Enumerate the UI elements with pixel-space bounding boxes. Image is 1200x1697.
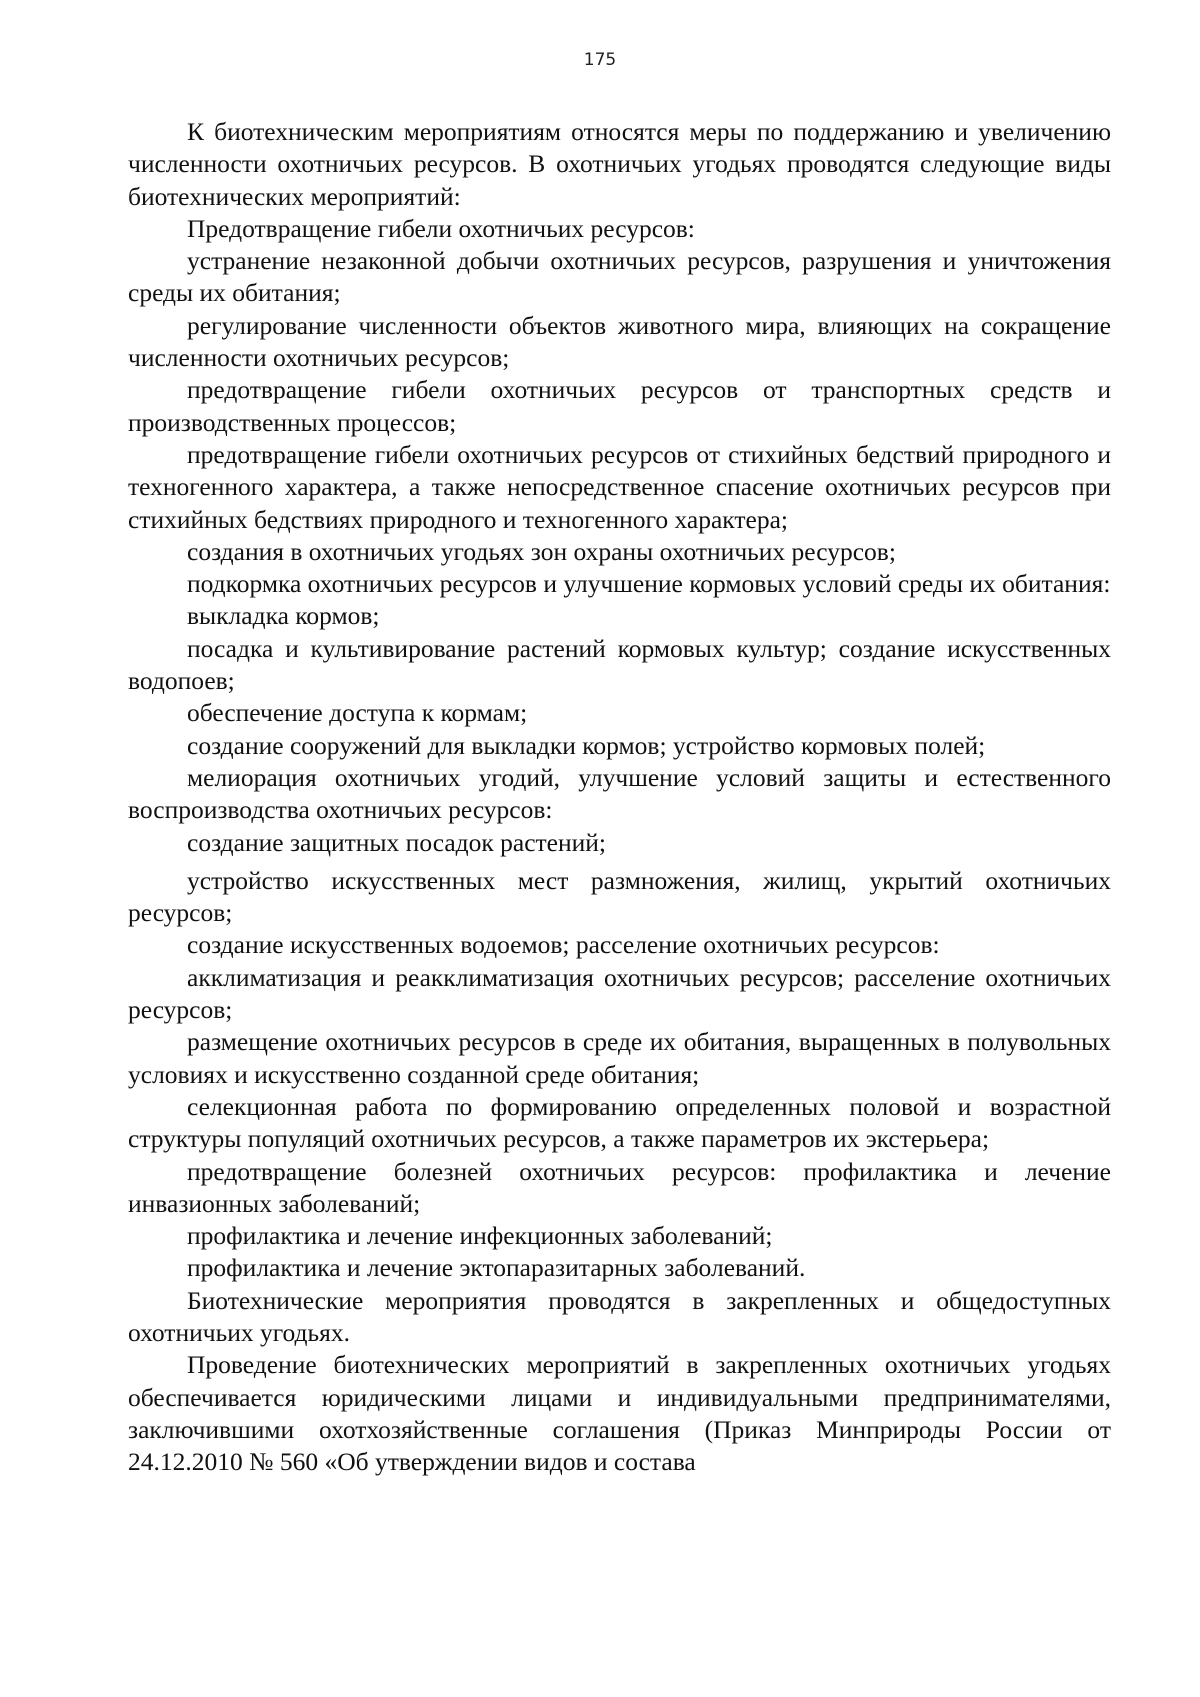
paragraph-item: профилактика и лечение эктопаразитарных заболеваний. bbox=[187, 1253, 806, 1283]
paragraph-heading-prevention: Предотвращение гибели охотничьих ресурсов: bbox=[187, 213, 695, 243]
paragraph-item: акклиматизация и реакклиматизация охотничьих ресурсов; расселение охотничьих ресурсов; bbox=[128, 962, 1111, 1025]
document-body bbox=[128, 116, 1111, 1478]
paragraph-item: создания в охотничьих угодьях зон охраны охотничьих ресурсов; bbox=[187, 536, 896, 566]
paragraph-intro: К биотехническим мероприятиям относятся меры по поддержанию и увеличению численности охотничьих ресурсов. В охотничьих угодьях проводятся следующие виды биотехнических мероприятий: bbox=[128, 117, 1111, 211]
paragraph-item: предотвращение гибели охотничьих ресурсов от стихийных бедствий природного и техногенного характера, а также непосредственное спасение охотничьих ресурсов при стихийных бедствиях природного и техногенного характера; bbox=[128, 439, 1111, 534]
paragraph-statement: Проведение биотехнических мероприятий в закрепленных охотничьих угодьях обеспечивается юридическими лицами и индивидуальными предпринимателями, заключившими охотхозяйственные соглашения (Приказ Минприроды России от 24.12.2010 № 560 «Об утверждении видов и состава bbox=[128, 1350, 1111, 1477]
paragraph-item: предотвращение гибели охотничьих ресурсов от транспортных средств и производственных процессов; bbox=[128, 375, 1111, 437]
paragraph-item: обеспечение доступа к кормам; bbox=[187, 698, 528, 728]
paragraph-item: профилактика и лечение инфекционных заболеваний; bbox=[187, 1221, 773, 1251]
paragraph-item: посадка и культивирование растений кормовых культур; создание искусственных водопоев; bbox=[128, 633, 1111, 696]
paragraph-item: регулирование численности объектов животного мира, влияющих на сокращение численности охотничьих ресурсов; bbox=[128, 310, 1111, 373]
paragraph-item: выкладка кормов; bbox=[187, 601, 380, 631]
paragraph-statement: Биотехнические мероприятия проводятся в закрепленных и общедоступных охотничьих угодьях. bbox=[128, 1285, 1111, 1347]
paragraph-item: устранение незаконной добычи охотничьих ресурсов, разрушения и уничтожения среды их обитания; bbox=[128, 246, 1111, 308]
paragraph-heading-feeding: подкормка охотничьих ресурсов и улучшение кормовых условий среды их обитания: bbox=[187, 569, 1111, 599]
paragraph-heading-disease: предотвращение болезней охотничьих ресурсов: профилактика и лечение инвазионных заболеваний; bbox=[128, 1156, 1111, 1218]
paragraph-item: создание защитных посадок растений; bbox=[187, 827, 607, 857]
paragraph-item: устройство искусственных мест размножения, жилищ, укрытий охотничьих ресурсов; bbox=[128, 865, 1111, 928]
paragraph-heading-melioration: мелиорация охотничьих угодий, улучшение условий защиты и естественного воспроизводства охотничьих ресурсов: bbox=[128, 762, 1111, 825]
paragraph-heading-resettlement: создание искусственных водоемов; расселение охотничьих ресурсов: bbox=[187, 930, 940, 960]
paragraph-item: размещение охотничьих ресурсов в среде их обитания, выращенных в полувольных условиях и искусственно созданной среде обитания; bbox=[128, 1027, 1111, 1089]
paragraph-item: селекционная работа по формированию определенных половой и возрастной структуры популяций охотничьих ресурсов, а также параметров их экстерьера; bbox=[128, 1091, 1111, 1154]
page-number: 175 bbox=[583, 50, 617, 70]
paragraph-item: создание сооружений для выкладки кормов; устройство кормовых полей; bbox=[187, 730, 986, 760]
